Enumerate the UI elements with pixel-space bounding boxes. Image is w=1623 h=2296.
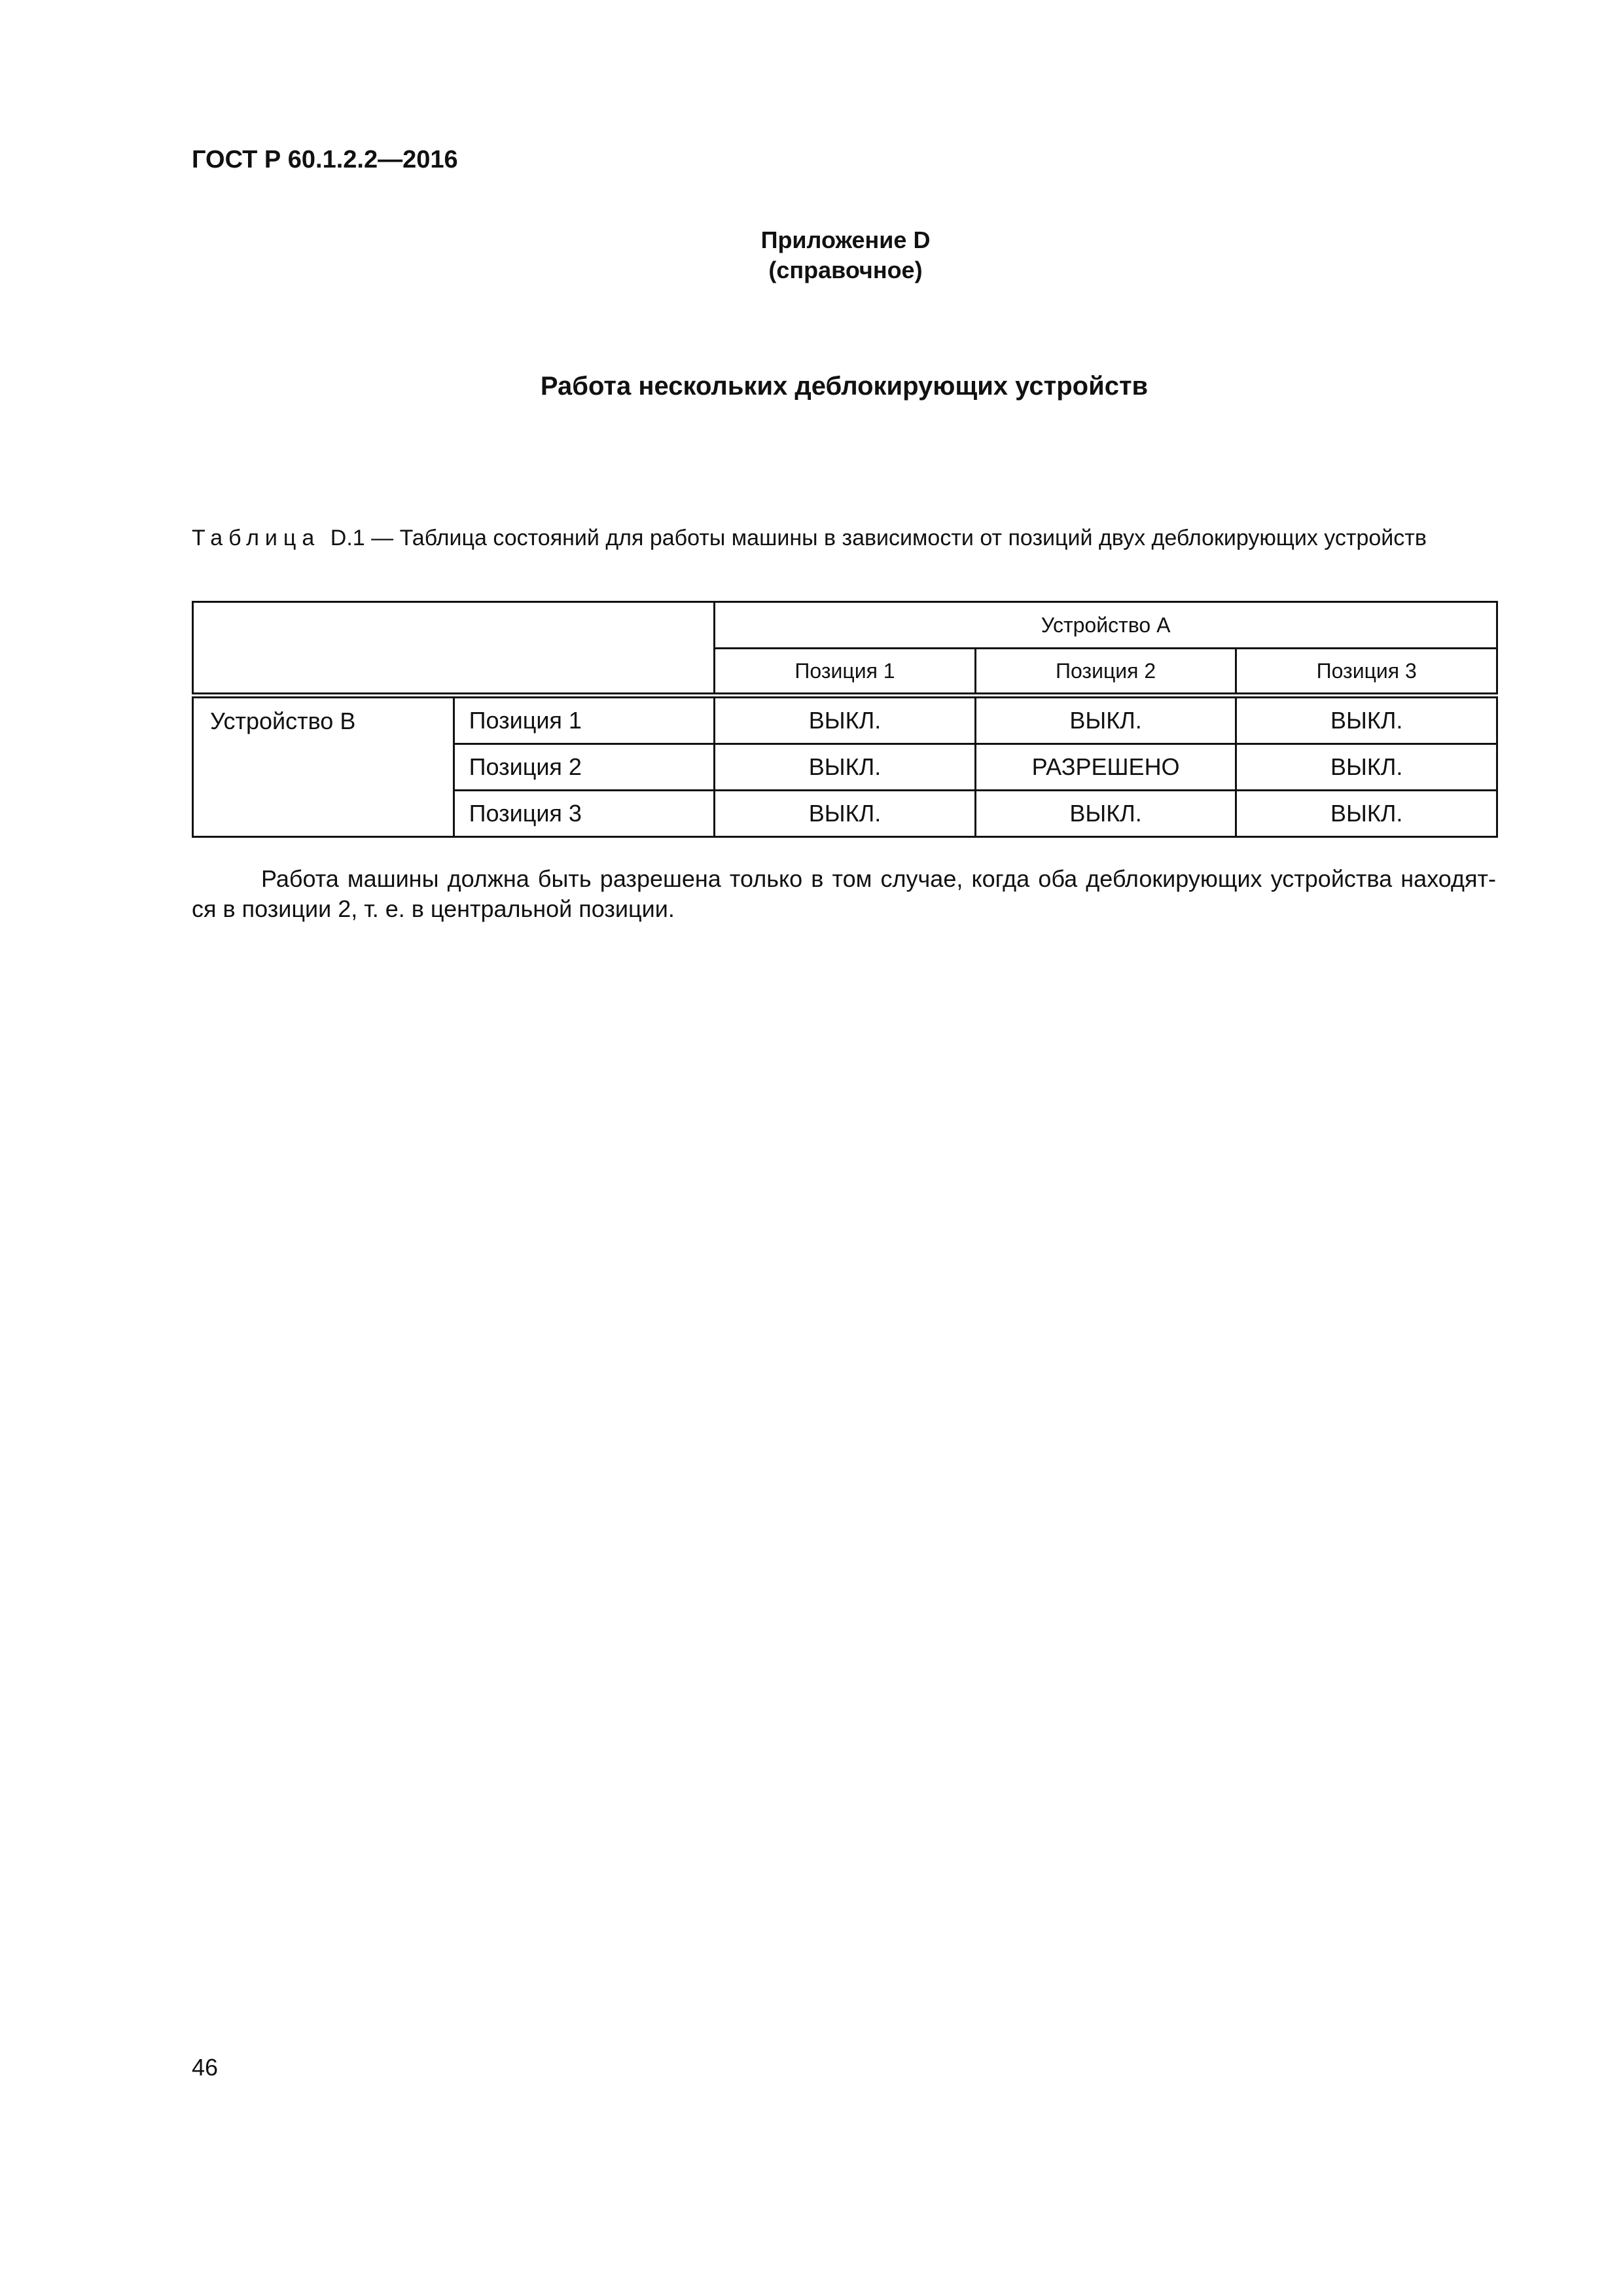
- table-cell: ВЫКЛ.: [975, 791, 1236, 837]
- table-cell: ВЫКЛ.: [1236, 744, 1497, 791]
- table-corner-cell: [193, 602, 715, 696]
- col-header-position-1: Позиция 1: [715, 649, 976, 696]
- table-caption-prefix: Таблица: [192, 526, 321, 550]
- row-label: Позиция 2: [454, 744, 715, 791]
- col-header-position-2: Позиция 2: [975, 649, 1236, 696]
- table-cell: ВЫКЛ.: [715, 744, 976, 791]
- annex-heading: [0, 225, 1623, 285]
- table-row: [193, 696, 1497, 744]
- table-cell: ВЫКЛ.: [715, 791, 976, 837]
- annex-label: Приложение D: [760, 226, 931, 253]
- body-paragraph-line-1: Работа машины должна быть разрешена только в том случае, когда оба деблокирующих устройства находят-: [261, 865, 1496, 892]
- table-caption-text: D.1 — Таблица состояний для работы машины в зависимости от позиций двух деблокирующих устройств: [330, 526, 1427, 550]
- body-paragraph: [192, 864, 1496, 924]
- row-label: Позиция 1: [454, 696, 715, 744]
- col-group-header: Устройство А: [715, 602, 1497, 649]
- table-cell: РАЗРЕШЕНО: [975, 744, 1236, 791]
- page-number: 46: [192, 2054, 219, 2081]
- table-cell: ВЫКЛ.: [1236, 696, 1497, 744]
- state-table: [192, 601, 1498, 838]
- row-label: Позиция 3: [454, 791, 715, 837]
- annex-title: Работа нескольких деблокирующих устройств: [540, 372, 1149, 401]
- row-group-header: Устройство В: [193, 696, 454, 837]
- body-paragraph-line-2: ся в позиции 2, т. е. в центральной позиции.: [192, 895, 675, 922]
- annex-kind: (справочное): [768, 257, 923, 283]
- table-caption: [192, 524, 1496, 552]
- document-code: ГОСТ Р 60.1.2.2—2016: [192, 146, 458, 173]
- col-header-position-3: Позиция 3: [1236, 649, 1497, 696]
- table-cell: ВЫКЛ.: [1236, 791, 1497, 837]
- table-cell: ВЫКЛ.: [975, 696, 1236, 744]
- table-cell: ВЫКЛ.: [715, 696, 976, 744]
